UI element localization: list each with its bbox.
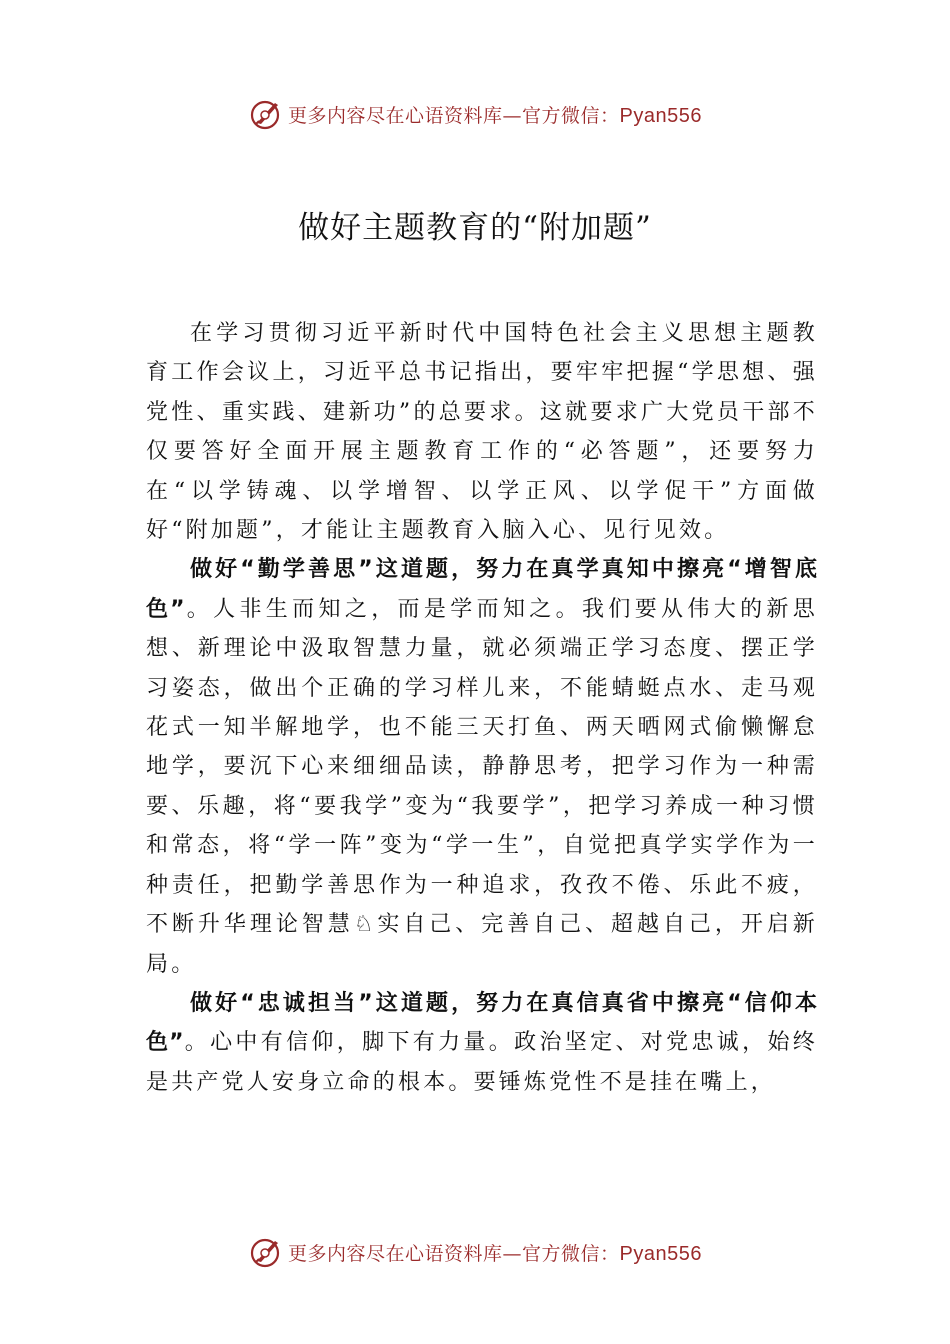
footer-banner xyxy=(0,1232,950,1272)
header-banner xyxy=(0,94,950,134)
document-title: 做好主题教育的“附加题” xyxy=(298,210,652,246)
banner-handle: Pyan556 xyxy=(619,1242,702,1265)
paragraph-heading: 做好“勤学善思”这道题，努力在真学真知中擦亮“增智底色” xyxy=(146,557,818,622)
banner-handle: Pyan556 xyxy=(619,104,702,127)
paragraph-loyalty: 做好“忠诚担当”这道题，努力在真信真省中擦亮“信仰本色”。心中有信仰，脚下有力量。政治坚定、对党忠诚，始终是共产党人安身立命的根本。要锤炼党性不是挂在嘴上， xyxy=(146,990,818,1095)
banner-text: 更多内容尽在心语资料库—官方微信：Pyan556 xyxy=(288,104,702,127)
paragraph-diligent-study: 做好“勤学善思”这道题，努力在真学真知中擦亮“增智底色”。人非生而知之，而是学而知之。我们要从伟大的新思想、新理论中汲取智慧力量，就必须端正学习态度、摆正学习姿态，做出个正确的学习样儿来，不能蜻蜓点水、走马观花式一知半解地学，也不能三天打鱼、两天晒网式偷懒懈怠地学，要沉下心来细细品读，静静思考，把学习作为一种需要、乐趣，将“要我学”变为“我要学”，把学习养成一种习惯和常态，将“学一阵”变为“学一生”，自觉把真学实学作为一种责任，把勤学善思作为一种追求，孜孜不倦、乐此不疲，不断升华理论智慧♘实自己、完善自己、超越自己，开启新局。 xyxy=(146,557,818,977)
quill-seal-logo-icon xyxy=(248,1234,284,1270)
paragraph-intro: 在学习贯彻习近平新时代中国特色社会主义思想主题教育工作会议上，习近平总书记指出，要牢牢把握“学思想、强党性、重实践、建新功”的总要求。这就要求广大党员干部不仅要答好全面开展主题教育工作的“必答题”，还要努力在“以学铸魂、以学增智、以学正风、以学促干”方面做好“附加题”，才能让主题教育入脑入心、见行见效。 xyxy=(146,321,818,544)
document-body xyxy=(146,314,818,1102)
banner-text: 更多内容尽在心语资料库—官方微信：Pyan556 xyxy=(288,1242,702,1265)
quill-seal-logo-icon xyxy=(248,96,284,132)
paragraph-heading: 做好“忠诚担当”这道题，努力在真信真省中擦亮“信仰本色” xyxy=(146,990,818,1056)
